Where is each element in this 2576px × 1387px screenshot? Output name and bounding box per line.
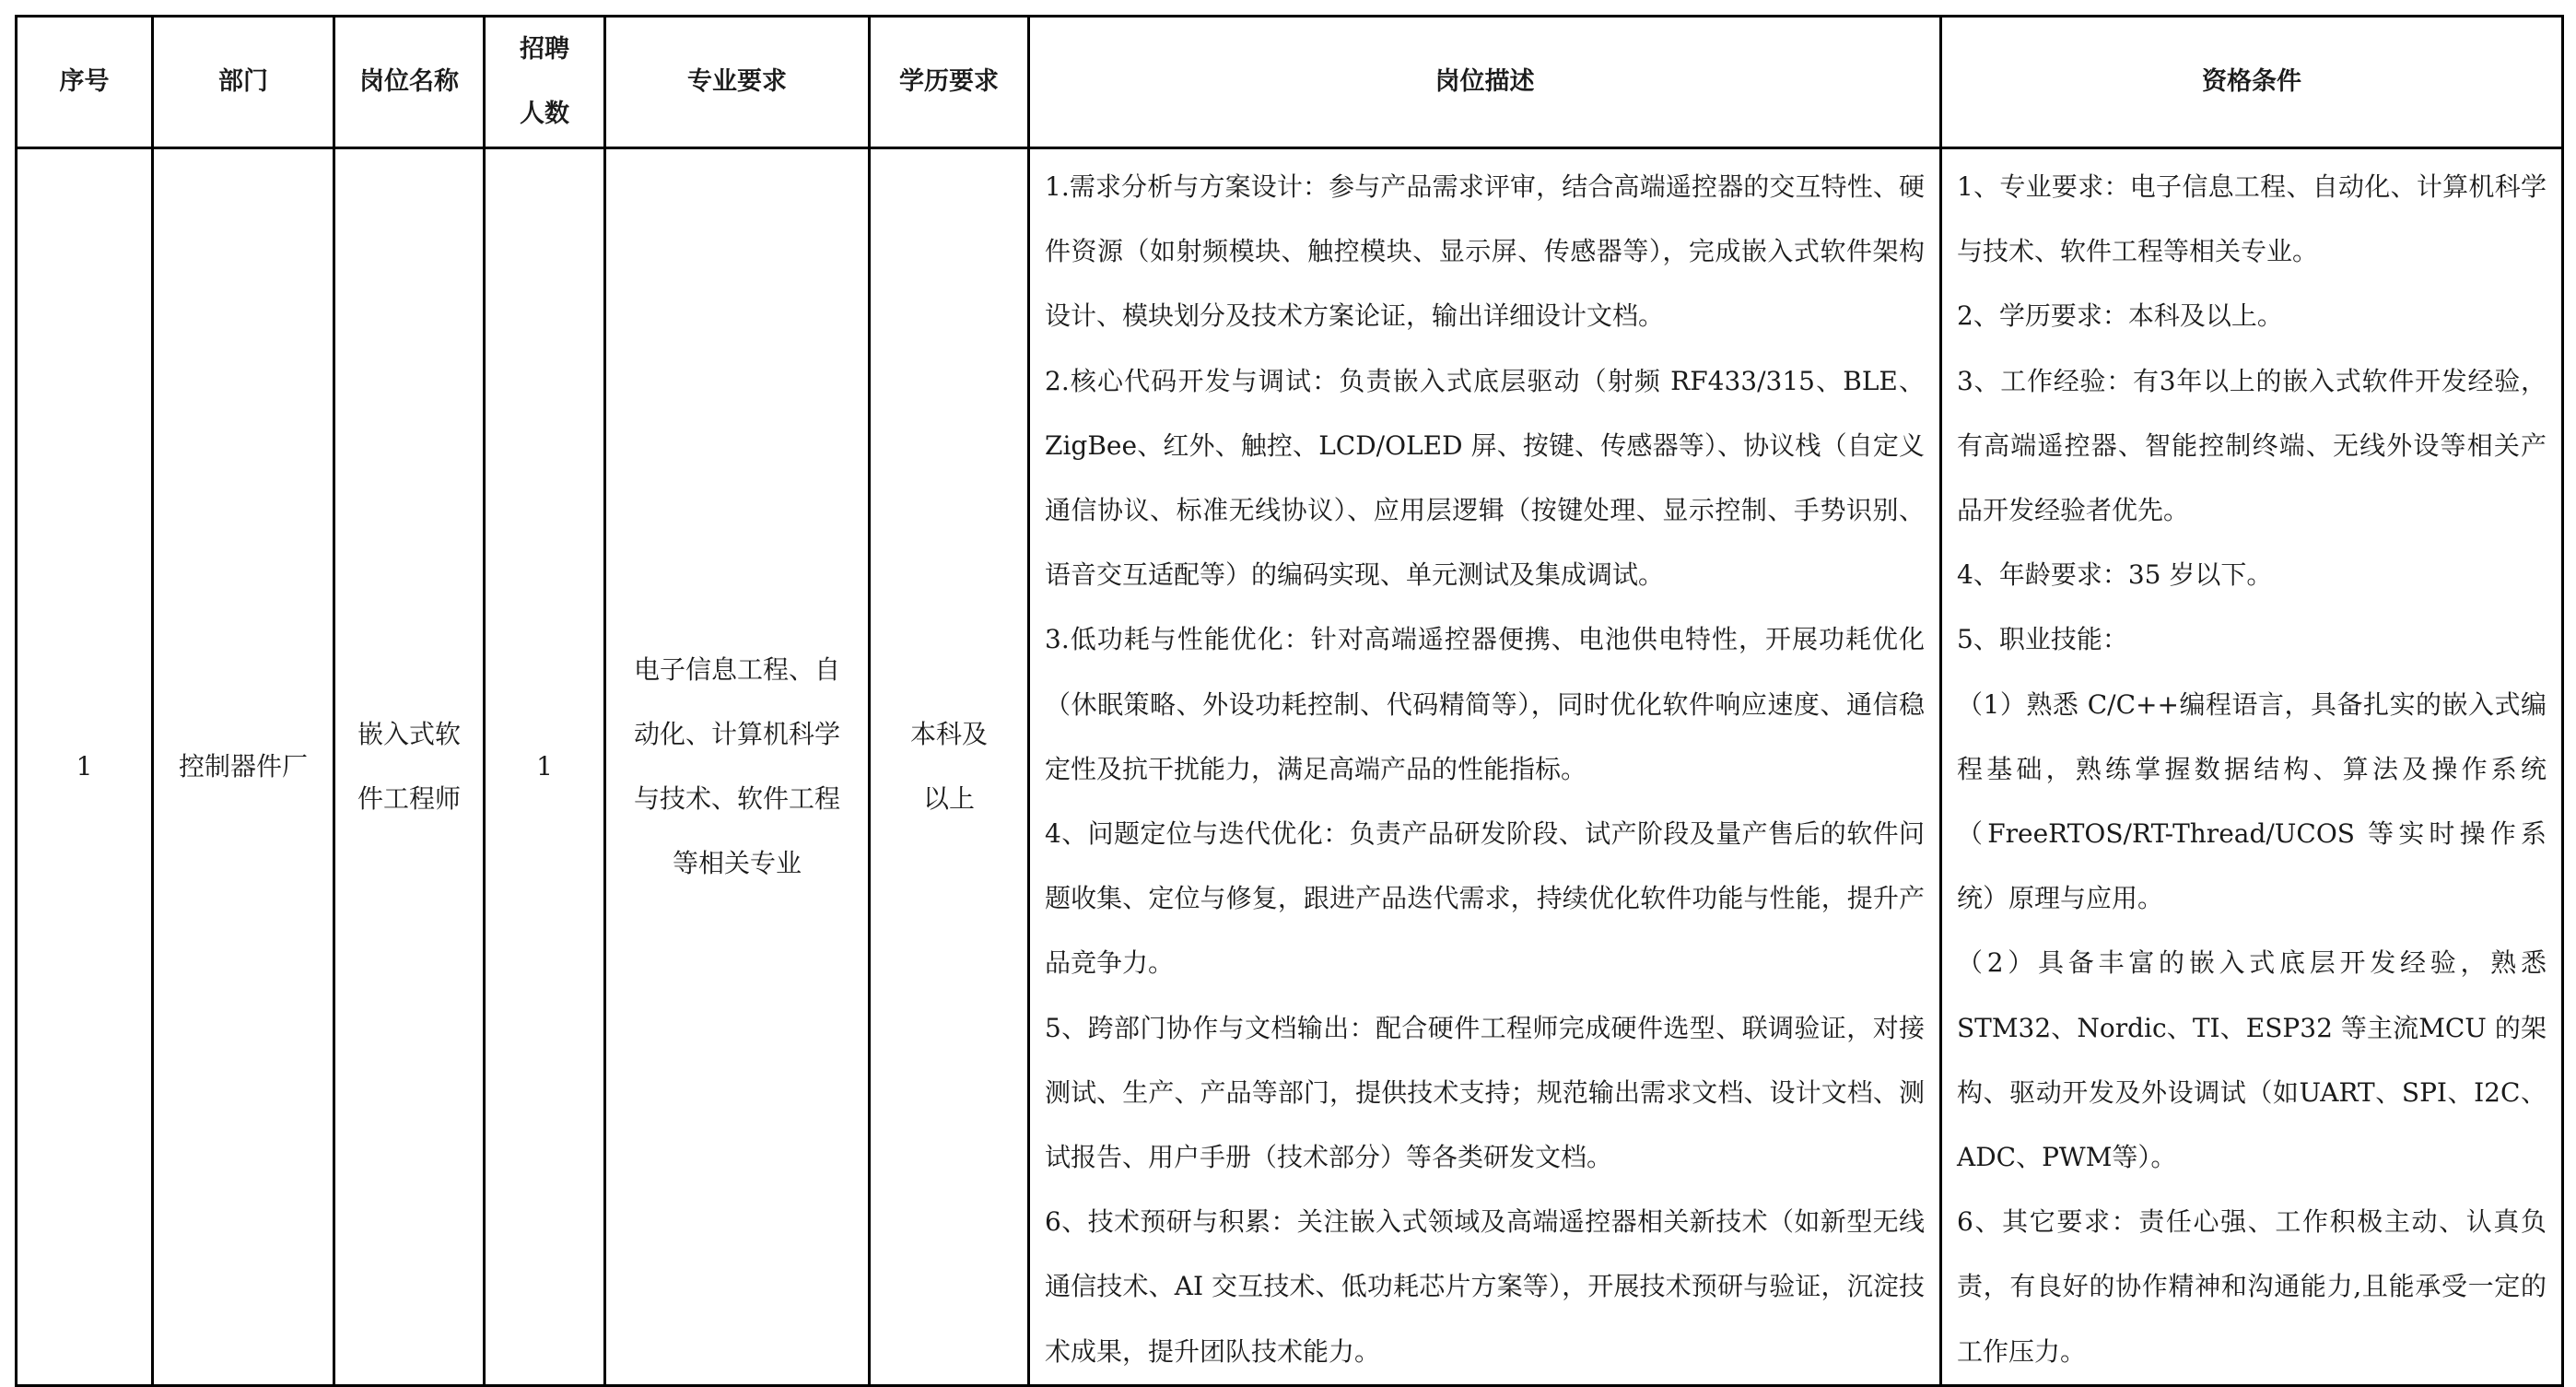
header-dept: 部门 bbox=[153, 17, 334, 148]
cell-education bbox=[870, 148, 1029, 1386]
cell-major-text: 电子信息工程、自动化、计算机科学与技术、软件工程等相关专业 bbox=[633, 653, 840, 878]
cell-dept: 控制器件厂 bbox=[153, 148, 334, 1386]
description-item: 4、问题定位与迭代优化：负责产品研发阶段、试产阶段及量产售后的软件问题收集、定位与修复，跟进产品迭代需求，持续优化软件功能与性能，提升产品竞争力。 bbox=[1045, 818, 1925, 979]
qualification-item: （2）具备丰富的嵌入式底层开发经验，熟悉STM32、Nordic、TI、ESP32 等主流MCU 的架构、驱动开发及外设调试（如UART、SPI、I2C、ADC、PWM等）。 bbox=[1957, 947, 2547, 1173]
qualification-item: 6、其它要求：责任心强、工作积极主动、认真负责，有良好的协作精神和沟通能力,且能承受一定的工作压力。 bbox=[1957, 1206, 2547, 1367]
cell-qualification bbox=[1941, 148, 2563, 1386]
qualification-item: （1）熟悉 C/C++编程语言，具备扎实的嵌入式编程基础，熟练掌握数据结构、算法及操作系统（FreeRTOS/RT-Thread/UCOS 等实时操作系统）原理与应用。 bbox=[1957, 688, 2547, 914]
recruitment-table bbox=[15, 15, 2564, 1387]
header-position: 岗位名称 bbox=[334, 17, 485, 148]
description-item: 1.需求分析与方案设计：参与产品需求评审，结合高端遥控器的交互特性、硬件资源（如射频模块、触控模块、显示屏、传感器等），完成嵌入式软件架构设计、模块划分及技术方案论证，输出详细设计文档。 bbox=[1045, 171, 1925, 332]
qualification-item: 5、职业技能： bbox=[1957, 624, 2128, 655]
cell-count: 1 bbox=[485, 148, 605, 1386]
header-count bbox=[485, 17, 605, 148]
cell-major bbox=[605, 148, 870, 1386]
description-item: 5、跨部门协作与文档输出：配合硬件工程师完成硬件选型、联调验证，对接测试、生产、产品等部门，提供技术支持；规范输出需求文档、设计文档、测试报告、用户手册（技术部分）等各类研发文档。 bbox=[1045, 1012, 1925, 1173]
header-count-line2: 人数 bbox=[520, 100, 569, 128]
table-row bbox=[17, 148, 2563, 1386]
qualification-item: 4、年龄要求：35 岁以下。 bbox=[1957, 559, 2273, 591]
cell-seq: 1 bbox=[17, 148, 153, 1386]
header-major: 专业要求 bbox=[605, 17, 870, 148]
cell-education-text: 本科及以上 bbox=[909, 718, 988, 814]
qualification-item: 3、工作经验：有3年以上的嵌入式软件开发经验，有高端遥控器、智能控制终端、无线外设等相关产品开发经验者优先。 bbox=[1957, 365, 2547, 526]
description-item: 2.核心代码开发与调试：负责嵌入式底层驱动（射频 RF433/315、BLE、ZigBee、红外、触控、LCD/OLED 屏、按键、传感器等）、协议栈（自定义通信协议、标准无线协议）、应用层逻辑（按键处理、显示控制、手势识别、语音交互适配等）的编码实现、单元测试及集成调试。 bbox=[1045, 365, 1925, 591]
cell-position-text: 嵌入式软件工程师 bbox=[357, 718, 461, 814]
header-education: 学历要求 bbox=[870, 17, 1029, 148]
description-item: 3.低功耗与性能优化：针对高端遥控器便携、电池供电特性，开展功耗优化（休眠策略、外设功耗控制、代码精简等），同时优化软件响应速度、通信稳定性及抗干扰能力，满足高端产品的性能指标。 bbox=[1045, 624, 1925, 784]
description-item: 6、技术预研与积累：关注嵌入式领域及高端遥控器相关新技术（如新型无线通信技术、AI 交互技术、低功耗芯片方案等），开展技术预研与验证，沉淀技术成果，提升团队技术能力。 bbox=[1045, 1206, 1925, 1367]
qualification-item: 2、学历要求：本科及以上。 bbox=[1957, 300, 2283, 332]
header-count-line1: 招聘 bbox=[520, 35, 569, 64]
cell-description bbox=[1029, 148, 1941, 1386]
header-seq: 序号 bbox=[17, 17, 153, 148]
header-qualification: 资格条件 bbox=[1941, 17, 2563, 148]
header-description: 岗位描述 bbox=[1029, 17, 1941, 148]
qualification-item: 1、专业要求：电子信息工程、自动化、计算机科学与技术、软件工程等相关专业。 bbox=[1957, 171, 2547, 267]
cell-position bbox=[334, 148, 485, 1386]
header-row bbox=[17, 17, 2563, 148]
